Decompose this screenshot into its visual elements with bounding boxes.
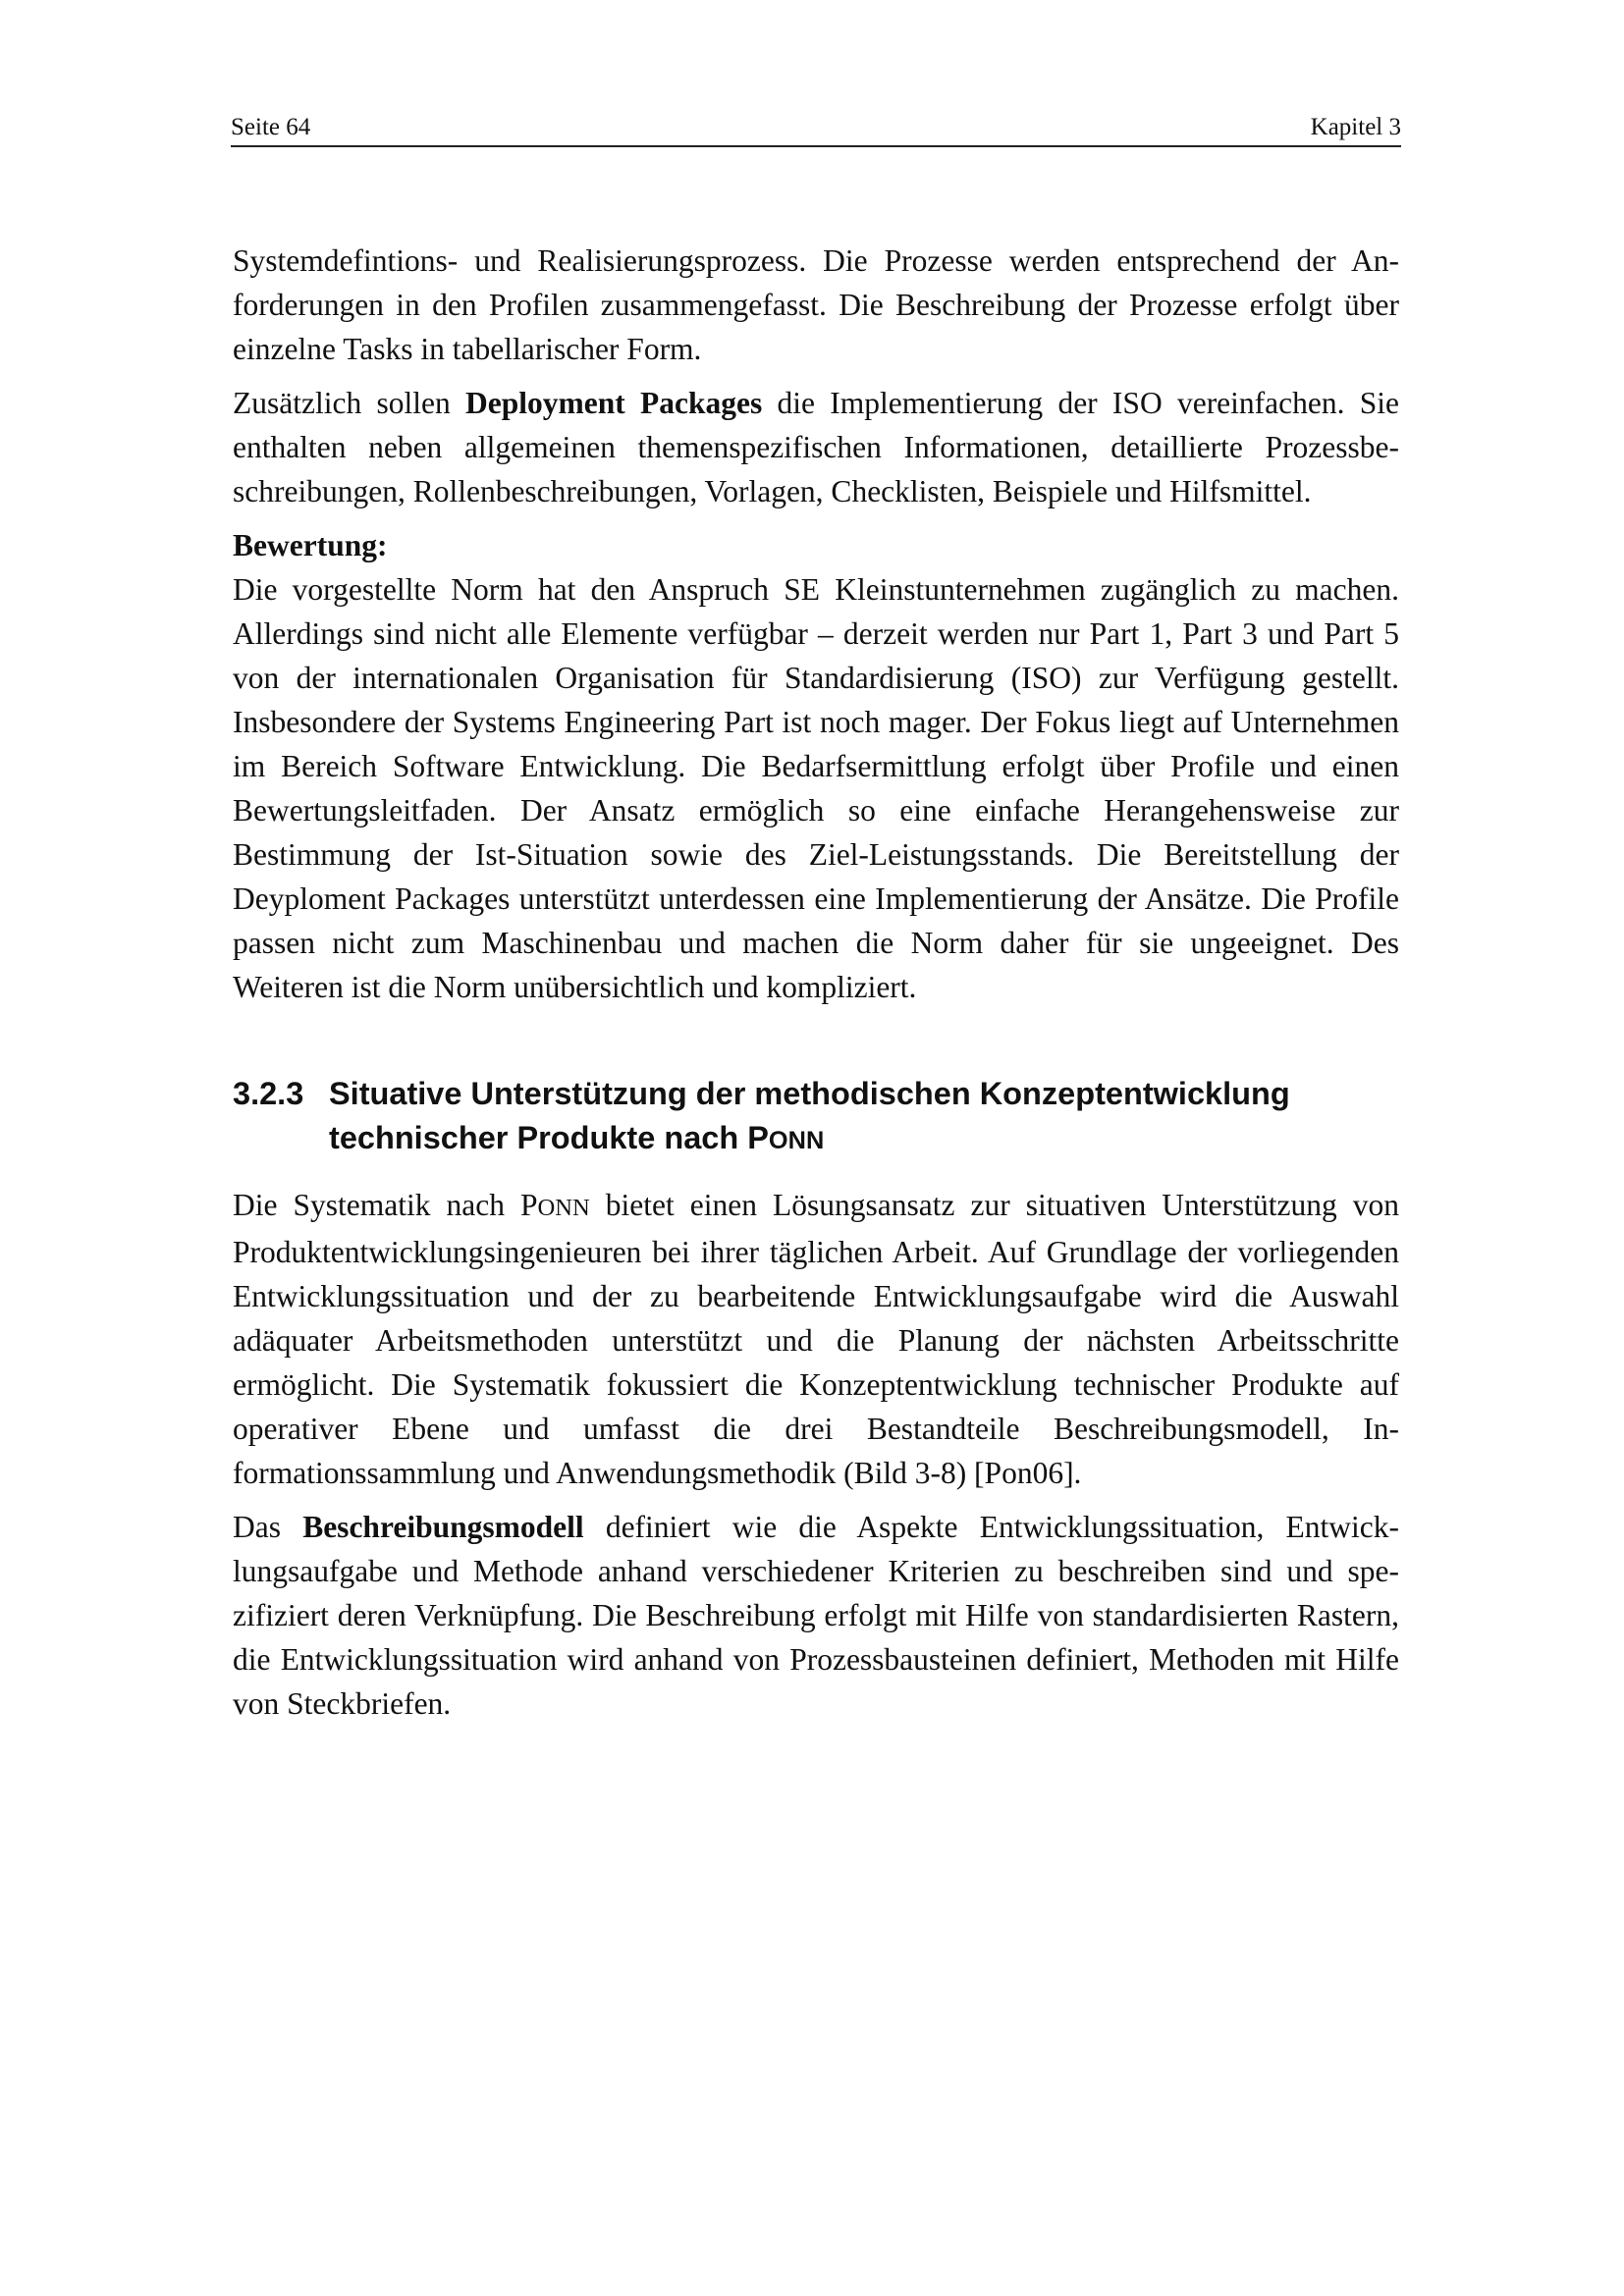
- bewertung-label: Bewertung:: [233, 528, 388, 562]
- paragraph-bewertung: Die vorgestellte Norm hat den Anspruch SE Kleinstunternehmen zugänglich zu machen. Allerdings sind nicht alle Elemente verfügbar – derzeit werden nur Part 1, Part 3 und Part 5 von der internationalen Organisation für Standardisierung (ISO) zur Verfügung gestellt. Insbesondere der Systems Engineering Part ist noch mager. Der Fokus liegt auf Unternehmen im Bereich Software Entwicklung. Die Bedarfsermittlung erfolgt über Profile und einen Bewertungsleitfaden. Der Ansatz ermöglich so eine einfache Herangehensweise zur Bestimmung der Ist-Situation sowie des Ziel-Leistungsstands. Die Bereitstellung der Deyploment Packages unterstützt unterdessen eine Implementierung der Ansätze. Die Profile passen nicht zum Maschinenbau und machen die Norm daher für sie ungeeignet. Des Weiteren ist die Norm unübersichtlich und kompliziert.: [233, 572, 1399, 1004]
- text-segment: bietet einen Lösungsansatz zur situativen Unterstützung von Produktentwicklungsingenieuren bei ihrer täglichen Arbeit. Auf Grundlage der vorliegenden Entwicklungssituation und der zu bearbeitende Entwicklungsaufgabe wird die Auswahl adäquater Arbeitsmethoden unterstützt und die Planung der nächsten Arbeitsschritte ermöglicht. Die Systematik fokussiert die Konzeptentwicklung technischer Produkte auf operativer Ebene und umfasst die drei Bestandteile Beschreibungsmodell, Informationssammlung und Anwendungsmethodik (Bild 3-8) [Pon06].: [233, 1188, 1399, 1490]
- text-segment: Die Systematik nach: [233, 1188, 521, 1222]
- page-header: [231, 106, 1401, 147]
- bold-term-beschreibungsmodell: Beschreibungsmodell: [302, 1510, 584, 1544]
- paragraph-process-summary: Systemdefintions- und Realisierungsprozess. Die Prozesse werden entsprechend der Anforderungen in den Profilen zusammengefasst. Die Beschreibung der Prozesse erfolgt über einzelne Tasks in tabellarischer Form.: [233, 243, 1399, 366]
- section-title-line1: Situative Unterstützung der methodischen Konzeptentwicklung: [329, 1076, 1290, 1111]
- name-first-letter: P: [520, 1188, 538, 1222]
- section-title-name-rest: ONN: [768, 1127, 825, 1154]
- chapter-label: Kapitel 3: [1310, 114, 1401, 140]
- text-segment: Zusätzlich sollen: [233, 386, 465, 420]
- section-title-line2: technischer Produkte nach: [329, 1120, 748, 1155]
- paragraph-beschreibungsmodell: [233, 1505, 1399, 1726]
- page-number: Seite 64: [231, 114, 311, 140]
- page-body: [233, 239, 1399, 1726]
- paragraph-deployment-packages: [233, 381, 1399, 513]
- paragraph-systematik: [233, 1183, 1399, 1495]
- text-segment: definiert wie die Aspekte Entwicklungssituation, Entwicklungsaufgabe und Methode anhand verschiedener Kriterien zu beschreiben sind und spezifiziert deren Verknüpfung. Die Beschreibung erfolgt mit Hilfe von standardisierten Rastern, die Entwicklungssituation wird anhand von Prozessbausteinen definiert, Methoden mit Hilfe von Steckbriefen.: [233, 1510, 1399, 1721]
- section-heading: [233, 1072, 1399, 1163]
- name-rest-smallcaps: ONN: [537, 1195, 590, 1221]
- section-number: 3.2.3: [233, 1076, 304, 1111]
- text-segment: die Implementierung der ISO vereinfachen. Sie enthalten neben allgemeinen themenspezifischen Informationen, detaillierte Prozessbeschreibungen, Rollenbeschreibungen, Vorlagen, Checklisten, Beispiele und Hilfsmittel.: [233, 386, 1399, 508]
- bold-term-deployment-packages: Deployment Packages: [464, 386, 763, 420]
- section-title-name-first: P: [747, 1120, 769, 1155]
- text-segment: Das: [233, 1510, 303, 1544]
